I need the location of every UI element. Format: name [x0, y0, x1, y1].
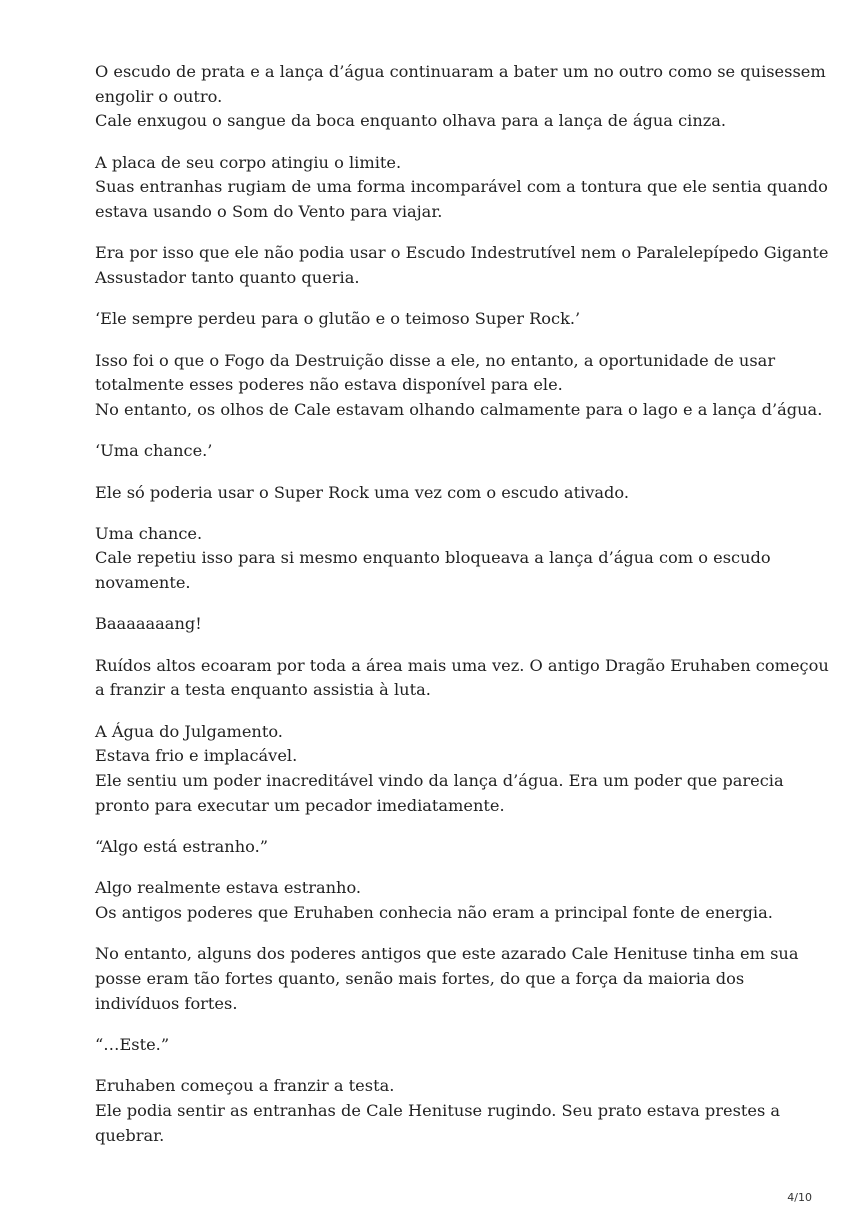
text-line: Assustador tanto quanto queria. [95, 267, 360, 287]
text-line: Cale enxugou o sangue da boca enquanto olhava para a lança de água cinza. [95, 111, 727, 131]
text-line: O escudo de prata e a lança d’água continuaram a bater um no outro como se quisessem [95, 62, 826, 81]
text-line: Ele podia sentir as entranhas de Cale Henituse rugindo. Seu prato estava prestes a [95, 1100, 781, 1120]
paragraph [95, 522, 785, 596]
text-line: indivíduos fortes. [95, 993, 238, 1013]
text-line: Algo realmente estava estranho. [95, 878, 362, 898]
text-line: Uma chance. [95, 523, 203, 543]
text-line: Os antigos poderes que Eruhaben conhecia não eram a principal fonte de energia. [95, 903, 773, 922]
text-line: No entanto, alguns dos poderes antigos que este azarado Cale Henituse tinha em sua [95, 944, 799, 964]
paragraph [95, 60, 826, 134]
text-line: Baaaaaaang! [95, 614, 202, 634]
text-line: estava usando o Som do Vento para viajar. [95, 201, 443, 221]
text-line: pronto para executar um pecador imediatamente. [95, 795, 505, 815]
text-line: “Algo está estranho.” [95, 837, 269, 857]
paragraph [95, 1033, 785, 1058]
text-line: Cale repetiu isso para si mesmo enquanto bloqueava a lança d’água com o escudo [95, 548, 771, 568]
text-line: ‘Ele sempre perdeu para o glutão e o teimoso Super Rock.’ [95, 309, 581, 329]
text-line: Isso foi o que o Fogo da Destruição disse a ele, no entanto, a oportunidade de usar [95, 350, 776, 370]
text-line: A placa de seu corpo atingiu o limite. [95, 152, 402, 172]
text-line: engolir o outro. [95, 86, 223, 106]
paragraph [95, 942, 799, 1016]
paragraph [95, 876, 785, 925]
text-line: totalmente esses poderes não estava disponível para ele. [95, 375, 563, 395]
document-body [95, 60, 829, 1165]
text-line: A Água do Julgamento. [95, 721, 283, 741]
text-line: posse eram tão fortes quanto, senão mais fortes, do que a força da maioria dos [95, 968, 745, 988]
text-line: novamente. [95, 573, 191, 593]
text-line: “…Este.” [95, 1034, 170, 1054]
paragraph [95, 835, 785, 860]
paragraph [95, 654, 829, 703]
paragraph [95, 439, 785, 464]
text-line: Ele sentiu um poder inacreditável vindo da lança d’água. Era um poder que parecia [95, 771, 784, 791]
paragraph [95, 151, 828, 225]
text-line: ‘Uma chance.’ [95, 441, 213, 461]
text-line: Eruhaben começou a franzir a testa. [95, 1076, 395, 1096]
text-line: Ruídos altos ecoaram por toda a área mais uma vez. O antigo Dragão Eruhaben começou [95, 655, 829, 675]
text-line: Suas entranhas rugiam de uma forma incomparável com a tontura que ele sentia quando [95, 177, 828, 197]
text-line: a franzir a testa enquanto assistia à luta. [95, 680, 431, 700]
text-line: Ele só poderia usar o Super Rock uma vez com o escudo ativado. [95, 482, 630, 502]
paragraph [95, 612, 785, 637]
paragraph [95, 307, 785, 332]
paragraph [95, 349, 823, 423]
page-number: 4/10 [787, 1191, 812, 1204]
text-line: quebrar. [95, 1125, 165, 1145]
text-line: No entanto, os olhos de Cale estavam olhando calmamente para o lago e a lança d’água. [95, 399, 823, 419]
paragraph [95, 241, 829, 290]
paragraph [95, 481, 785, 506]
paragraph [95, 1074, 785, 1148]
text-line: Estava frio e implacável. [95, 746, 298, 766]
paragraph [95, 720, 785, 818]
text-line: Era por isso que ele não podia usar o Escudo Indestrutível nem o Paralelepípedo Gigante [95, 243, 829, 263]
